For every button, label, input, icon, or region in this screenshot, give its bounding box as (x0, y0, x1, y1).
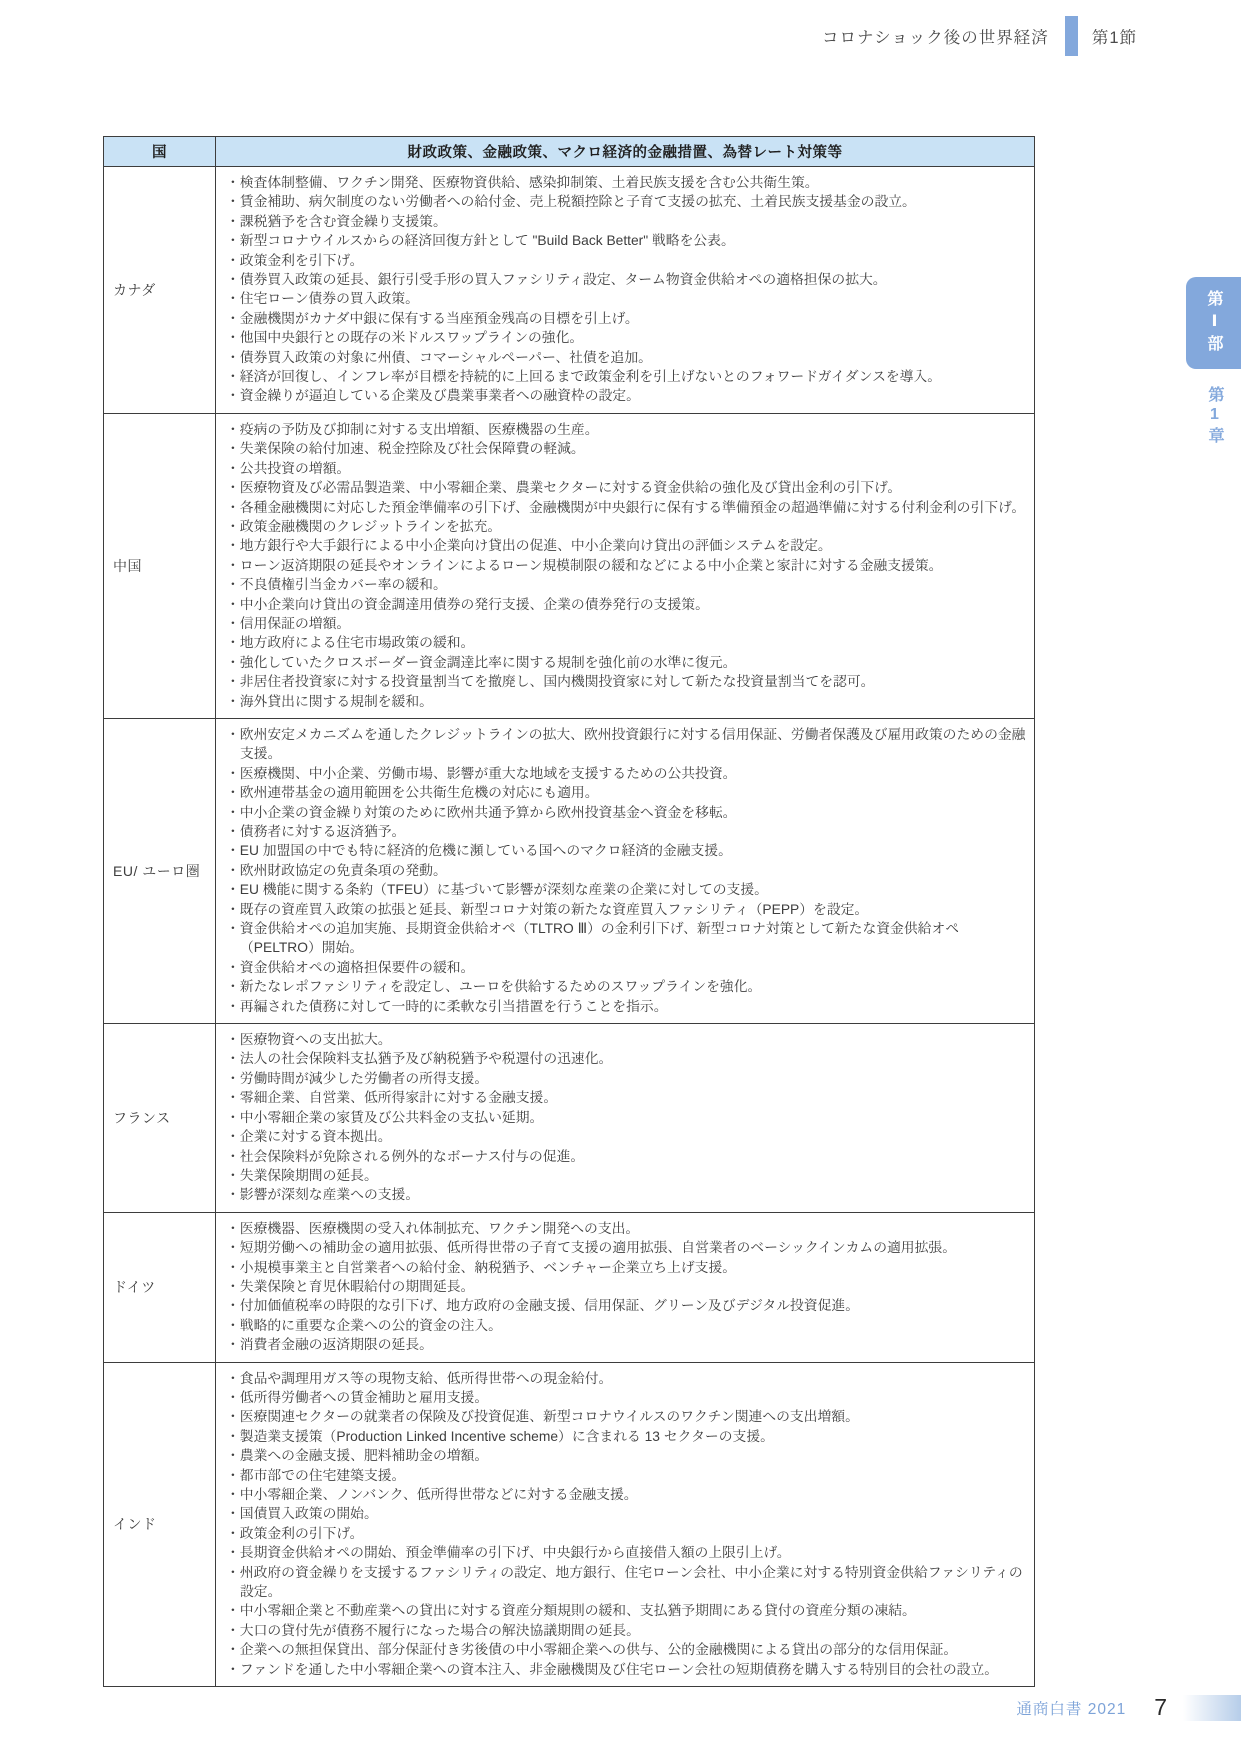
policy-item: ・ 信用保証の増額。 (226, 614, 1026, 633)
policy-item: ・ 戦略的に重要な企業への公的資金の注入。 (226, 1316, 1026, 1335)
publication-title: 通商白書 2021 (1016, 1700, 1127, 1718)
policy-item: ・ 資金供給オペの追加実施、長期資金供給オペ（TLTRO Ⅲ）の金利引下げ、新型コロナ対策として新たな資金供給オペ（PELTRO）開始。 (226, 919, 1026, 958)
policy-item: ・ 課税猶予を含む資金繰り支援策。 (226, 212, 1026, 231)
policy-item: ・ 疫病の予防及び抑制に対する支出増額、医療機器の生産。 (226, 420, 1026, 439)
running-header (822, 16, 1137, 56)
policy-item: ・ 大口の貸付先が債務不履行になった場合の解決協議期間の延長。 (226, 1621, 1026, 1640)
country-name: インド (104, 1362, 216, 1687)
page-number: 7 (1154, 1694, 1167, 1720)
policy-item: ・ 農業への金融支援、肥料補助金の増額。 (226, 1446, 1026, 1465)
policy-item: ・ 新たなレポファシリティを設定し、ユーロを供給するためのスワップラインを強化。 (226, 977, 1026, 996)
policy-item: ・ 零細企業、自営業、低所得家計に対する金融支援。 (226, 1088, 1026, 1107)
policy-item: ・ 政策金融機関のクレジットラインを拡充。 (226, 517, 1026, 536)
country-row (104, 718, 1035, 1023)
country-name: フランス (104, 1024, 216, 1213)
part-tab-label: 第Ⅰ部 (1205, 290, 1222, 356)
policy-item: ・ 公共投資の増額。 (226, 459, 1026, 478)
policy-item: ・ 失業保険と育児休暇給付の期間延長。 (226, 1277, 1026, 1296)
header-accent-bar (1065, 16, 1078, 56)
policy-item: ・ 既存の資産買入政策の拡張と延長、新型コロナ対策の新たな資産買入ファシリティ（PEPP）を設定。 (226, 900, 1026, 919)
policy-item: ・ 中小零細企業の家賃及び公共料金の支払い延期。 (226, 1108, 1026, 1127)
policy-item: ・ 資金繰りが逼迫している企業及び農業事業者への融資枠の設定。 (226, 386, 1026, 405)
table-header-row (104, 137, 1035, 167)
policy-item: ・ 企業に対する資本拠出。 (226, 1127, 1026, 1146)
country-column-header: 国 (104, 137, 216, 167)
policy-item: ・ 非居住者投資家に対する投資量割当てを撤廃し、国内機関投資家に対して新たな投資量割当てを認可。 (226, 672, 1026, 691)
policy-item: ・ 再編された債務に対して一時的に柔軟な引当措置を行うことを指示。 (226, 997, 1026, 1016)
policy-list (226, 725, 1026, 1016)
policy-item: ・ 失業保険の給付加速、税金控除及び社会保障費の軽減。 (226, 439, 1026, 458)
policy-item: ・ 金融機関がカナダ中銀に保有する当座預金残高の目標を引上げ。 (226, 309, 1026, 328)
policy-item: ・ 州政府の資金繰りを支援するファシリティの設定、地方銀行、住宅ローン会社、中小企業に対する特別資金供給ファシリティの設定。 (226, 1563, 1026, 1602)
policy-item: ・ 新型コロナウイルスからの経済回復方針として "Build Back Better" 戦略を公表。 (226, 231, 1026, 250)
policy-item: ・ 医療物資及び必需品製造業、中小零細企業、農業セクターに対する資金供給の強化及び貸出金利の引下げ。 (226, 478, 1026, 497)
policy-item: ・ 他国中央銀行との既存の米ドルスワップラインの強化。 (226, 328, 1026, 347)
policy-cell (216, 167, 1035, 414)
policy-item: ・ 住宅ローン債券の買入政策。 (226, 289, 1026, 308)
country-row (104, 413, 1035, 718)
policy-cell (216, 1024, 1035, 1213)
policy-item: ・ 賃金補助、病欠制度のない労働者への給付金、売上税額控除と子育て支援の拡充、土着民族支援基金の設立。 (226, 192, 1026, 211)
policy-item: ・ 欧州連帯基金の適用範囲を公共衛生危機の対応にも適用。 (226, 783, 1026, 802)
country-row (104, 167, 1035, 414)
policy-item: ・ 債券買入政策の対象に州債、コマーシャルペーパー、社債を追加。 (226, 348, 1026, 367)
policy-item: ・ 社会保険料が免除される例外的なボーナス付与の促進。 (226, 1147, 1026, 1166)
policy-item: ・ 長期資金供給オペの開始、預金準備率の引下げ、中央銀行から直接借入額の上限引上げ。 (226, 1543, 1026, 1562)
policy-item: ・ 医療機関、中小企業、労働市場、影響が重大な地域を支援するための公共投資。 (226, 764, 1026, 783)
policy-cell (216, 1212, 1035, 1362)
table-body (104, 167, 1035, 1687)
country-row (104, 1024, 1035, 1213)
policy-item: ・ 欧州安定メカニズムを通したクレジットラインの拡大、欧州投資銀行に対する信用保証、労働者保護及び雇用政策のための金融支援。 (226, 725, 1026, 764)
policy-item: ・ 製造業支援策（Production Linked Incentive scheme）に含まれる 13 セクターの支援。 (226, 1427, 1026, 1446)
policy-item: ・ 不良債権引当金カバー率の緩和。 (226, 575, 1026, 594)
policy-item: ・ 国債買入政策の開始。 (226, 1504, 1026, 1523)
page-footer (1016, 1694, 1241, 1721)
policy-item: ・ 医療機器、医療機関の受入れ体制拡充、ワクチン開発への支出。 (226, 1219, 1026, 1238)
policy-item: ・ 海外貸出に関する規制を緩和。 (226, 692, 1026, 711)
part-tab (1186, 277, 1241, 369)
policy-list (226, 1030, 1026, 1205)
country-row (104, 1212, 1035, 1362)
policy-item: ・ 付加価値税率の時限的な引下げ、地方政府の金融支援、信用保証、グリーン及びデジタル投資促進。 (226, 1296, 1026, 1315)
policy-cell (216, 718, 1035, 1023)
policy-item: ・ 地方政府による住宅市場政策の緩和。 (226, 633, 1026, 652)
policy-item: ・ 中小企業向け貸出の資金調達用債券の発行支援、企業の債券発行の支援策。 (226, 595, 1026, 614)
policy-item: ・ 強化していたクロスボーダー資金調達比率に関する規制を強化前の水準に復元。 (226, 653, 1026, 672)
country-name: ドイツ (104, 1212, 216, 1362)
policy-item: ・ 資金供給オペの適格担保要件の緩和。 (226, 958, 1026, 977)
policy-item: ・ 中小企業の資金繰り対策のために欧州共通予算から欧州投資基金へ資金を移転。 (226, 803, 1026, 822)
policy-item: ・ ファンドを通した中小零細企業への資本注入、非金融機関及び住宅ローン会社の短期債務を購入する特別目的会社の設立。 (226, 1660, 1026, 1679)
policy-item: ・ 都市部での住宅建築支援。 (226, 1466, 1026, 1485)
policy-item: ・ 食品や調理用ガス等の現物支給、低所得世帯への現金給付。 (226, 1369, 1026, 1388)
policy-item: ・ EU 機能に関する条約（TFEU）に基づいて影響が深刻な産業の企業に対しての支援。 (226, 880, 1026, 899)
policy-item: ・ 中小零細企業と不動産業への貸出に対する資産分類規則の緩和、支払猶予期間にある貸付の資産分類の凍結。 (226, 1601, 1026, 1620)
policy-item: ・ ローン返済期限の延長やオンラインによるローン規模制限の緩和などによる中小企業と家計に対する金融支援策。 (226, 556, 1026, 575)
running-header-title: コロナショック後の世界経済 (821, 29, 1049, 47)
policy-item: ・ 影響が深刻な産業への支援。 (226, 1185, 1026, 1204)
policy-item: ・ 経済が回復し、インフレ率が目標を持続的に上回るまで政策金利を引上げないとのフォワードガイダンスを導入。 (226, 367, 1026, 386)
policy-item: ・ 債券買入政策の延長、銀行引受手形の買入ファシリティ設定、ターム物資金供給オペの適格担保の拡大。 (226, 270, 1026, 289)
policy-item: ・ 地方銀行や大手銀行による中小企業向け貸出の促進、中小企業向け貸出の評価システムを設定。 (226, 536, 1026, 555)
footer-accent-bar (1183, 1695, 1241, 1721)
policy-item: ・ 債務者に対する返済猶予。 (226, 822, 1026, 841)
policy-item: ・ 労働時間が減少した労働者の所得支援。 (226, 1069, 1026, 1088)
policy-item: ・ 医療関連セクターの就業者の保険及び投資促進、新型コロナウイルスのワクチン関連への支出増額。 (226, 1407, 1026, 1426)
policy-item: ・ 消費者金融の返済期限の延長。 (226, 1335, 1026, 1354)
policy-cell (216, 413, 1035, 718)
policy-item: ・ 企業への無担保貸出、部分保証付き劣後債の中小零細企業への供与、公的金融機関による貸出の部分的な信用保証。 (226, 1640, 1026, 1659)
country-row (104, 1362, 1035, 1687)
policy-column-header: 財政政策、金融政策、マクロ経済的金融措置、為替レート対策等 (216, 137, 1035, 167)
policy-list (226, 173, 1026, 406)
policy-item: ・ 各種金融機関に対応した預金準備率の引下げ、金融機関が中央銀行に保有する準備預金の超過準備に対する付利金利の引下げ。 (226, 498, 1026, 517)
country-name: 中国 (104, 413, 216, 718)
policy-item: ・ 政策金利を引下げ。 (226, 251, 1026, 270)
country-name: カナダ (104, 167, 216, 414)
policy-item: ・ 低所得労働者への賃金補助と雇用支援。 (226, 1388, 1026, 1407)
policy-list (226, 420, 1026, 711)
policy-list (226, 1369, 1026, 1680)
policy-list (226, 1219, 1026, 1355)
policy-item: ・ 小規模事業主と自営業者への給付金、納税猶予、ベンチャー企業立ち上げ支援。 (226, 1258, 1026, 1277)
policy-item: ・ 検査体制整備、ワクチン開発、医療物資供給、感染抑制策、土着民族支援を含む公共衛生策。 (226, 173, 1026, 192)
policy-item: ・ 欧州財政協定の免責条項の発動。 (226, 861, 1026, 880)
policy-item: ・ 政策金利の引下げ。 (226, 1524, 1026, 1543)
running-header-section: 第1節 (1091, 29, 1137, 47)
policy-item: ・ 法人の社会保険料支払猶予及び納税猶予や税還付の迅速化。 (226, 1049, 1026, 1068)
policy-item: ・ EU 加盟国の中でも特に経済的危機に瀕している国へのマクロ経済的金融支援。 (226, 841, 1026, 860)
policy-item: ・ 中小零細企業、ノンバンク、低所得世帯などに対する金融支援。 (226, 1485, 1026, 1504)
policy-item: ・ 医療物資への支出拡大。 (226, 1030, 1026, 1049)
policy-table (103, 136, 1035, 1687)
chapter-label: 第1章 (1206, 386, 1223, 447)
policy-cell (216, 1362, 1035, 1687)
policy-item: ・ 短期労働への補助金の適用拡張、低所得世帯の子育て支援の適用拡張、自営業者のベーシックインカムの適用拡張。 (226, 1238, 1026, 1257)
country-name: EU/ ユーロ圏 (104, 718, 216, 1023)
policy-item: ・ 失業保険期間の延長。 (226, 1166, 1026, 1185)
